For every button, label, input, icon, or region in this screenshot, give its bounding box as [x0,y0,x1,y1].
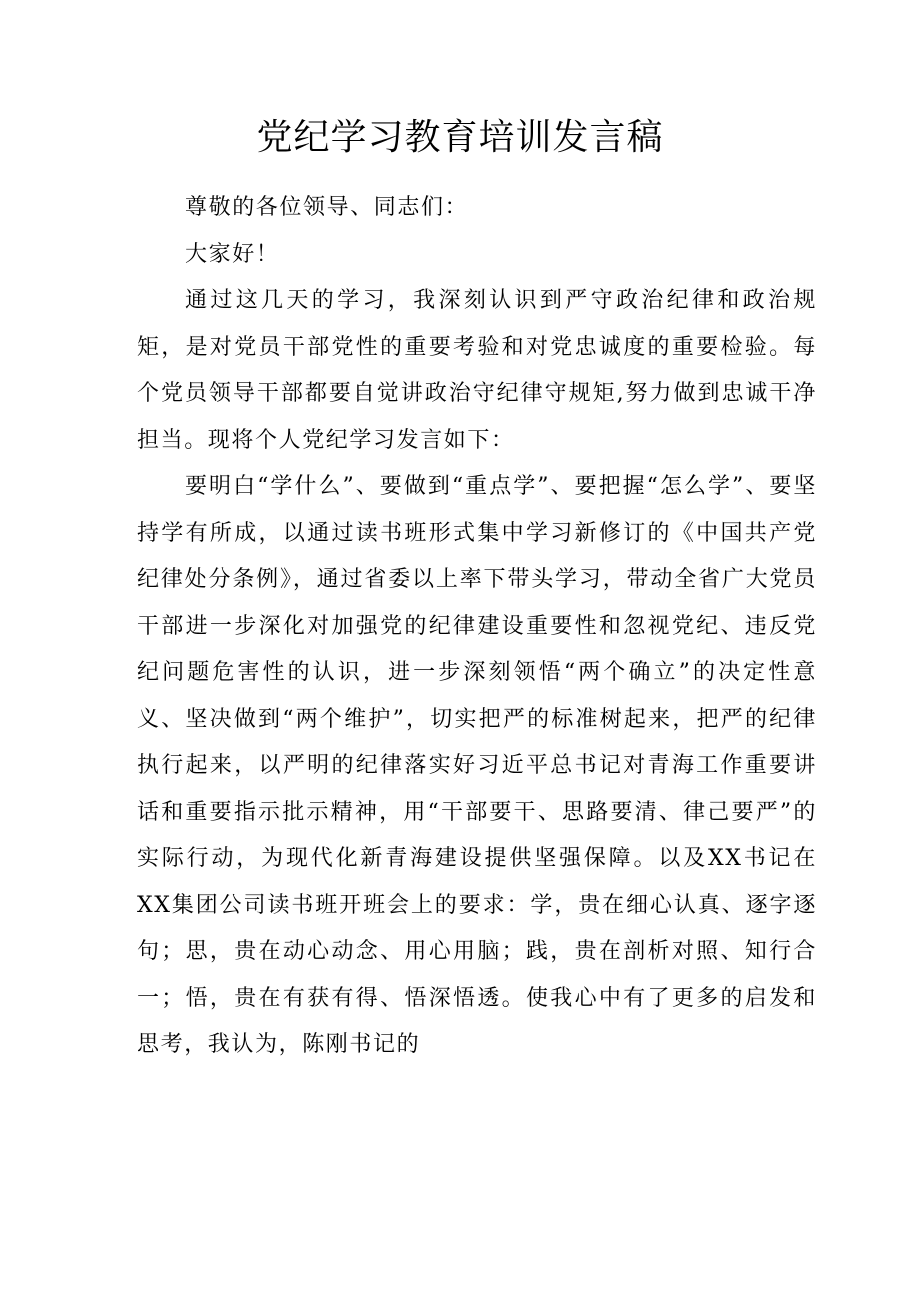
body-paragraph-intro: 通过这几天的学习，我深刻认识到严守政治纪律和政治规矩，是对党员干部党性的重要考验和对党忠诚度的重要检验。每个党员领导干部都要自觉讲政治守纪律守规矩,努力做到忠诚干净担当。现将个人党纪学习发言如下： [137,288,817,453]
greeting: 大家好！ [185,241,280,267]
salutation: 尊敬的各位领导、同志们： [185,195,469,220]
body-paragraph-main: 要明白“学什么”、要做到“重点学”、要把握“怎么学”、要坚持学有所成，以通过读书班形式集中学习新修订的《中国共产党纪律处分条例》，通过省委以上率下带头学习，带动全省广大党员干部进一步深化对加强党的纪律建设重要性和忽视党纪、违反党纪问题危害性的认识，进一步深刻领悟“两个确立”的决定性意义、坚决做到“两个维护”，切实把严的标准树起来，把严的纪律执行起来，以严明的纪律落实好习近平总书记对青海工作重要讲话和重要指示批示精神，用“干部要干、思路要清、律己要严”的实际行动，为现代化新青海建设提供坚强保障。以及XX书记在XX集团公司读书班开班会上的要求：学，贵在细心认真、逐字逐句；思，贵在动心动念、用心用脑；践，贵在剖析对照、知行合一；悟，贵在有获有得、悟深悟透。使我心中有了更多的启发和思考，我认为，陈刚书记的 [137,474,817,1057]
document-title: 党纪学习教育培训发言稿 [256,117,664,158]
document-body [137,185,817,1069]
